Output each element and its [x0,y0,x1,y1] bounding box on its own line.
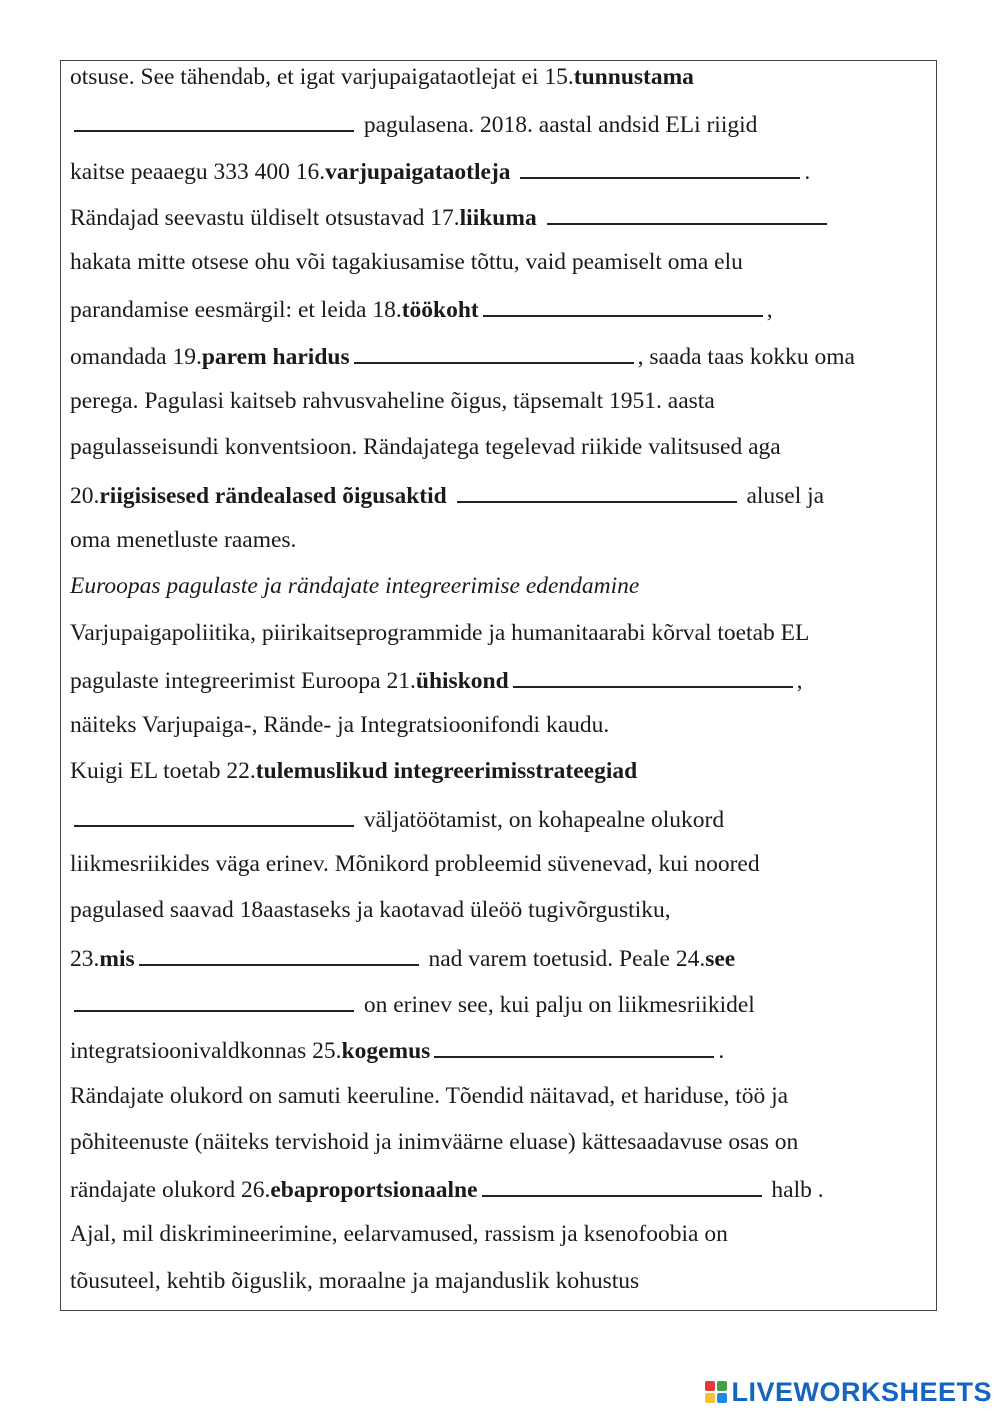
text-segment: parandamise eesmärgil: et leida 18. [70,297,402,324]
logo-square [717,1393,727,1403]
text-segment: Rändajad seevastu üldiselt otsustavad 17. [70,204,460,231]
text-line [70,525,930,571]
text-segment: perega. Pagulasi kaitseb rahvusvaheline õigus, täpsemalt 1951. aasta [70,388,715,415]
text-segment [537,205,543,231]
text-line [70,1127,930,1173]
logo-square [705,1381,715,1391]
text-line [70,1219,930,1265]
text-segment: . [718,1038,725,1065]
text-segment: kaitse peaaegu 333 400 16. [70,158,326,185]
text-line [70,895,930,941]
text-line [70,62,930,108]
text-segment: , [766,297,773,324]
answer-blank-25[interactable] [434,1034,714,1058]
text-segment: alusel ja [740,482,825,509]
text-segment: otsuse. See tähendab, et igat varjupaigataotlejat ei 15. [70,64,574,90]
text-segment: põhiteenuste (näiteks tervishoid ja inimväärne eluase) kättesaadavuse osas on [70,1128,799,1155]
text-line [70,618,930,664]
keyword: mis [99,945,135,972]
text-segment: 20. [70,482,100,509]
text-line [70,155,930,201]
text-line [70,432,930,478]
text-segment: Varjupaigapoliitika, piirikaitseprogrammide ja humanitaarabi kõrval toetab EL [70,619,810,646]
text-segment: liikmesriikides väga erinev. Mõnikord probleemid süvenevad, kui noored [70,851,760,878]
text-line [70,201,930,247]
text-segment: Ajal, mil diskrimineerimine, eelarvamused, rassism ja ksenofoobia on [70,1221,728,1248]
text-segment: näiteks Varjupaiga-, Rände- ja Integratsioonifondi kaudu. [70,712,610,739]
text-segment: hakata mitte otsese ohu või tagakiusamise tõttu, vaid peamiselt oma elu [70,249,743,276]
text-segment [511,159,517,185]
text-line [70,479,930,525]
text-segment: pagulasena. 2018. aastal andsid ELi riigid [358,112,758,139]
answer-blank-18[interactable] [483,293,763,317]
liveworksheets-logo-icon [705,1381,727,1403]
text-line [70,942,930,988]
text-line [70,1081,930,1127]
text-line [70,664,930,710]
text-line [70,1034,930,1080]
worksheet-text [70,62,930,1312]
text-segment: pagulased saavad 18aastaseks ja kaotavad üleöö tugivõrgustiku, [70,897,671,924]
logo-text: LIVEWORKSHEETS [731,1376,992,1407]
text-segment: Kuigi EL toetab 22. [70,758,256,785]
text-line [70,247,930,293]
answer-blank-16[interactable] [520,155,800,179]
keyword: varjupaigataotleja [325,158,511,185]
text-segment: omandada 19. [70,343,202,370]
text-line [70,340,930,386]
keyword: tulemuslikud integreerimisstrateegiad [255,758,638,785]
answer-blank-20[interactable] [457,479,737,503]
text-segment: pagulasseisundi konventsioon. Rändajatega tegelevad riikide valitsused aga [70,434,781,461]
text-line [70,803,930,849]
text-segment: halb . [765,1177,824,1204]
answer-blank-17[interactable] [547,201,827,225]
keyword: ebaproportsionaalne [270,1177,478,1204]
text-line [70,710,930,756]
logo-square [705,1393,715,1403]
keyword: liikuma [459,204,537,231]
answer-blank-19[interactable] [354,340,634,364]
text-segment: 23. [70,945,100,972]
text-segment [447,483,453,509]
text-line [70,756,930,802]
text-segment: integratsioonivaldkonnas 25. [70,1038,342,1065]
text-line [70,108,930,154]
section-heading: Euroopas pagulaste ja rändajate integreerimise edendamine [70,573,640,600]
text-segment: pagulaste integreerimist Euroopa 21. [70,667,416,694]
text-line [70,849,930,895]
text-line [70,988,930,1034]
text-segment: tõusuteel, kehtib õiguslik, moraalne ja majanduslik kohustus [70,1267,640,1294]
text-segment: on erinev see, kui palju on liikmesriikidel [358,991,755,1018]
keyword: see [705,945,736,972]
text-line [70,293,930,339]
text-line [70,1173,930,1219]
keyword: riigisisesed rändealased õigusaktid [99,482,447,509]
text-segment: , [796,667,803,694]
text-segment: rändajate olukord 26. [70,1177,271,1204]
text-segment: nad varem toetusid. Peale 24. [422,945,706,972]
text-segment: Rändajate olukord on samuti keeruline. Tõendid näitavad, et hariduse, töö ja [70,1082,789,1109]
text-segment: , saada taas kokku oma [637,343,855,370]
text-line [70,571,930,617]
logo-square [717,1381,727,1391]
text-segment: oma menetluste raames. [70,526,297,553]
liveworksheets-logo [705,1377,992,1407]
answer-blank-26[interactable] [482,1173,762,1197]
text-segment: . [804,158,811,185]
text-segment: väljatöötamist, on kohapealne olukord [358,806,725,833]
keyword: tunnustama [573,64,694,90]
answer-blank-22[interactable] [74,803,354,827]
answer-blank-24[interactable] [74,988,354,1012]
answer-blank-15[interactable] [74,108,354,132]
keyword: töökoht [401,297,479,324]
answer-blank-21[interactable] [513,664,793,688]
keyword: ühiskond [415,667,509,694]
answer-blank-23[interactable] [139,942,419,966]
text-line [70,386,930,432]
text-line [70,1266,930,1312]
keyword: kogemus [341,1038,431,1065]
keyword: parem haridus [201,343,350,370]
